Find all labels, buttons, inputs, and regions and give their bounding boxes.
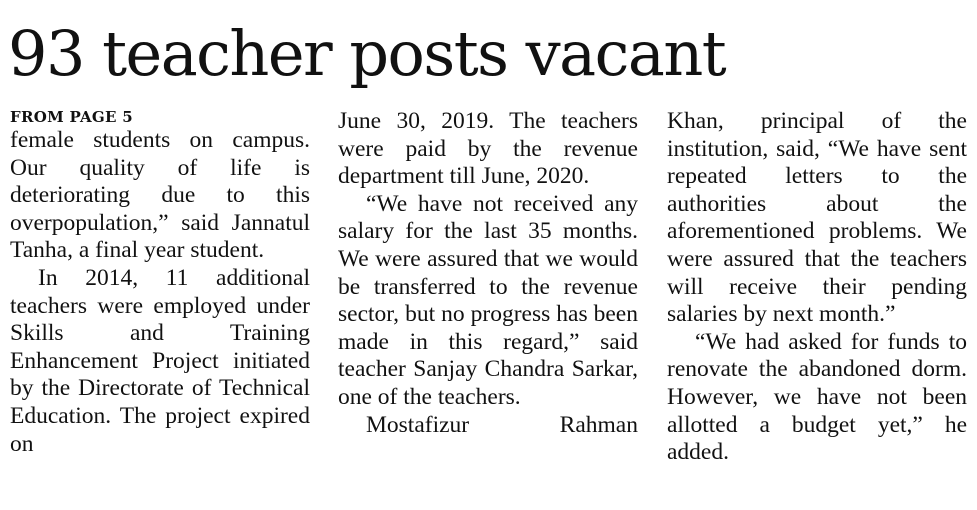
- article-column-1: [10, 108, 310, 458]
- paragraph: Mostafizur Rahman: [366, 411, 638, 438]
- headline: 93 teacher posts vacant: [8, 17, 726, 90]
- paragraph: female students on campus. Our quality of life is deteriorating due to this overpopulation,” said Jannatul Tanha, a final year student.: [10, 127, 310, 264]
- paragraph: “We have not received any salary for the last 35 months. We were assured that we would be transferred to the revenue sector, but no progress has been made in this regard,” said teacher Sanjay Chandra Sarkar, one of the teachers.: [338, 190, 638, 410]
- paragraph: Khan, principal of the institution, said, “We have sent repeated letters to the authorities about the aforementioned problems. We were assured that the teachers will receive their pending salaries by next month.”: [667, 108, 967, 328]
- paragraph: In 2014, 11 additional teachers were employed under Skills and Training Enhancement Project initiated by the Directorate of Technical Education. The project expired on: [10, 264, 310, 457]
- article-column-3: [667, 108, 967, 467]
- article-column-2: [338, 108, 638, 439]
- continued-from-label: FROM PAGE 5: [10, 108, 134, 126]
- paragraph: June 30, 2019. The teachers were paid by the revenue department till June, 2020.: [338, 108, 638, 190]
- paragraph: “We had asked for funds to renovate the abandoned dorm. However, we have not been allotted a budget yet,” he added.: [667, 328, 967, 466]
